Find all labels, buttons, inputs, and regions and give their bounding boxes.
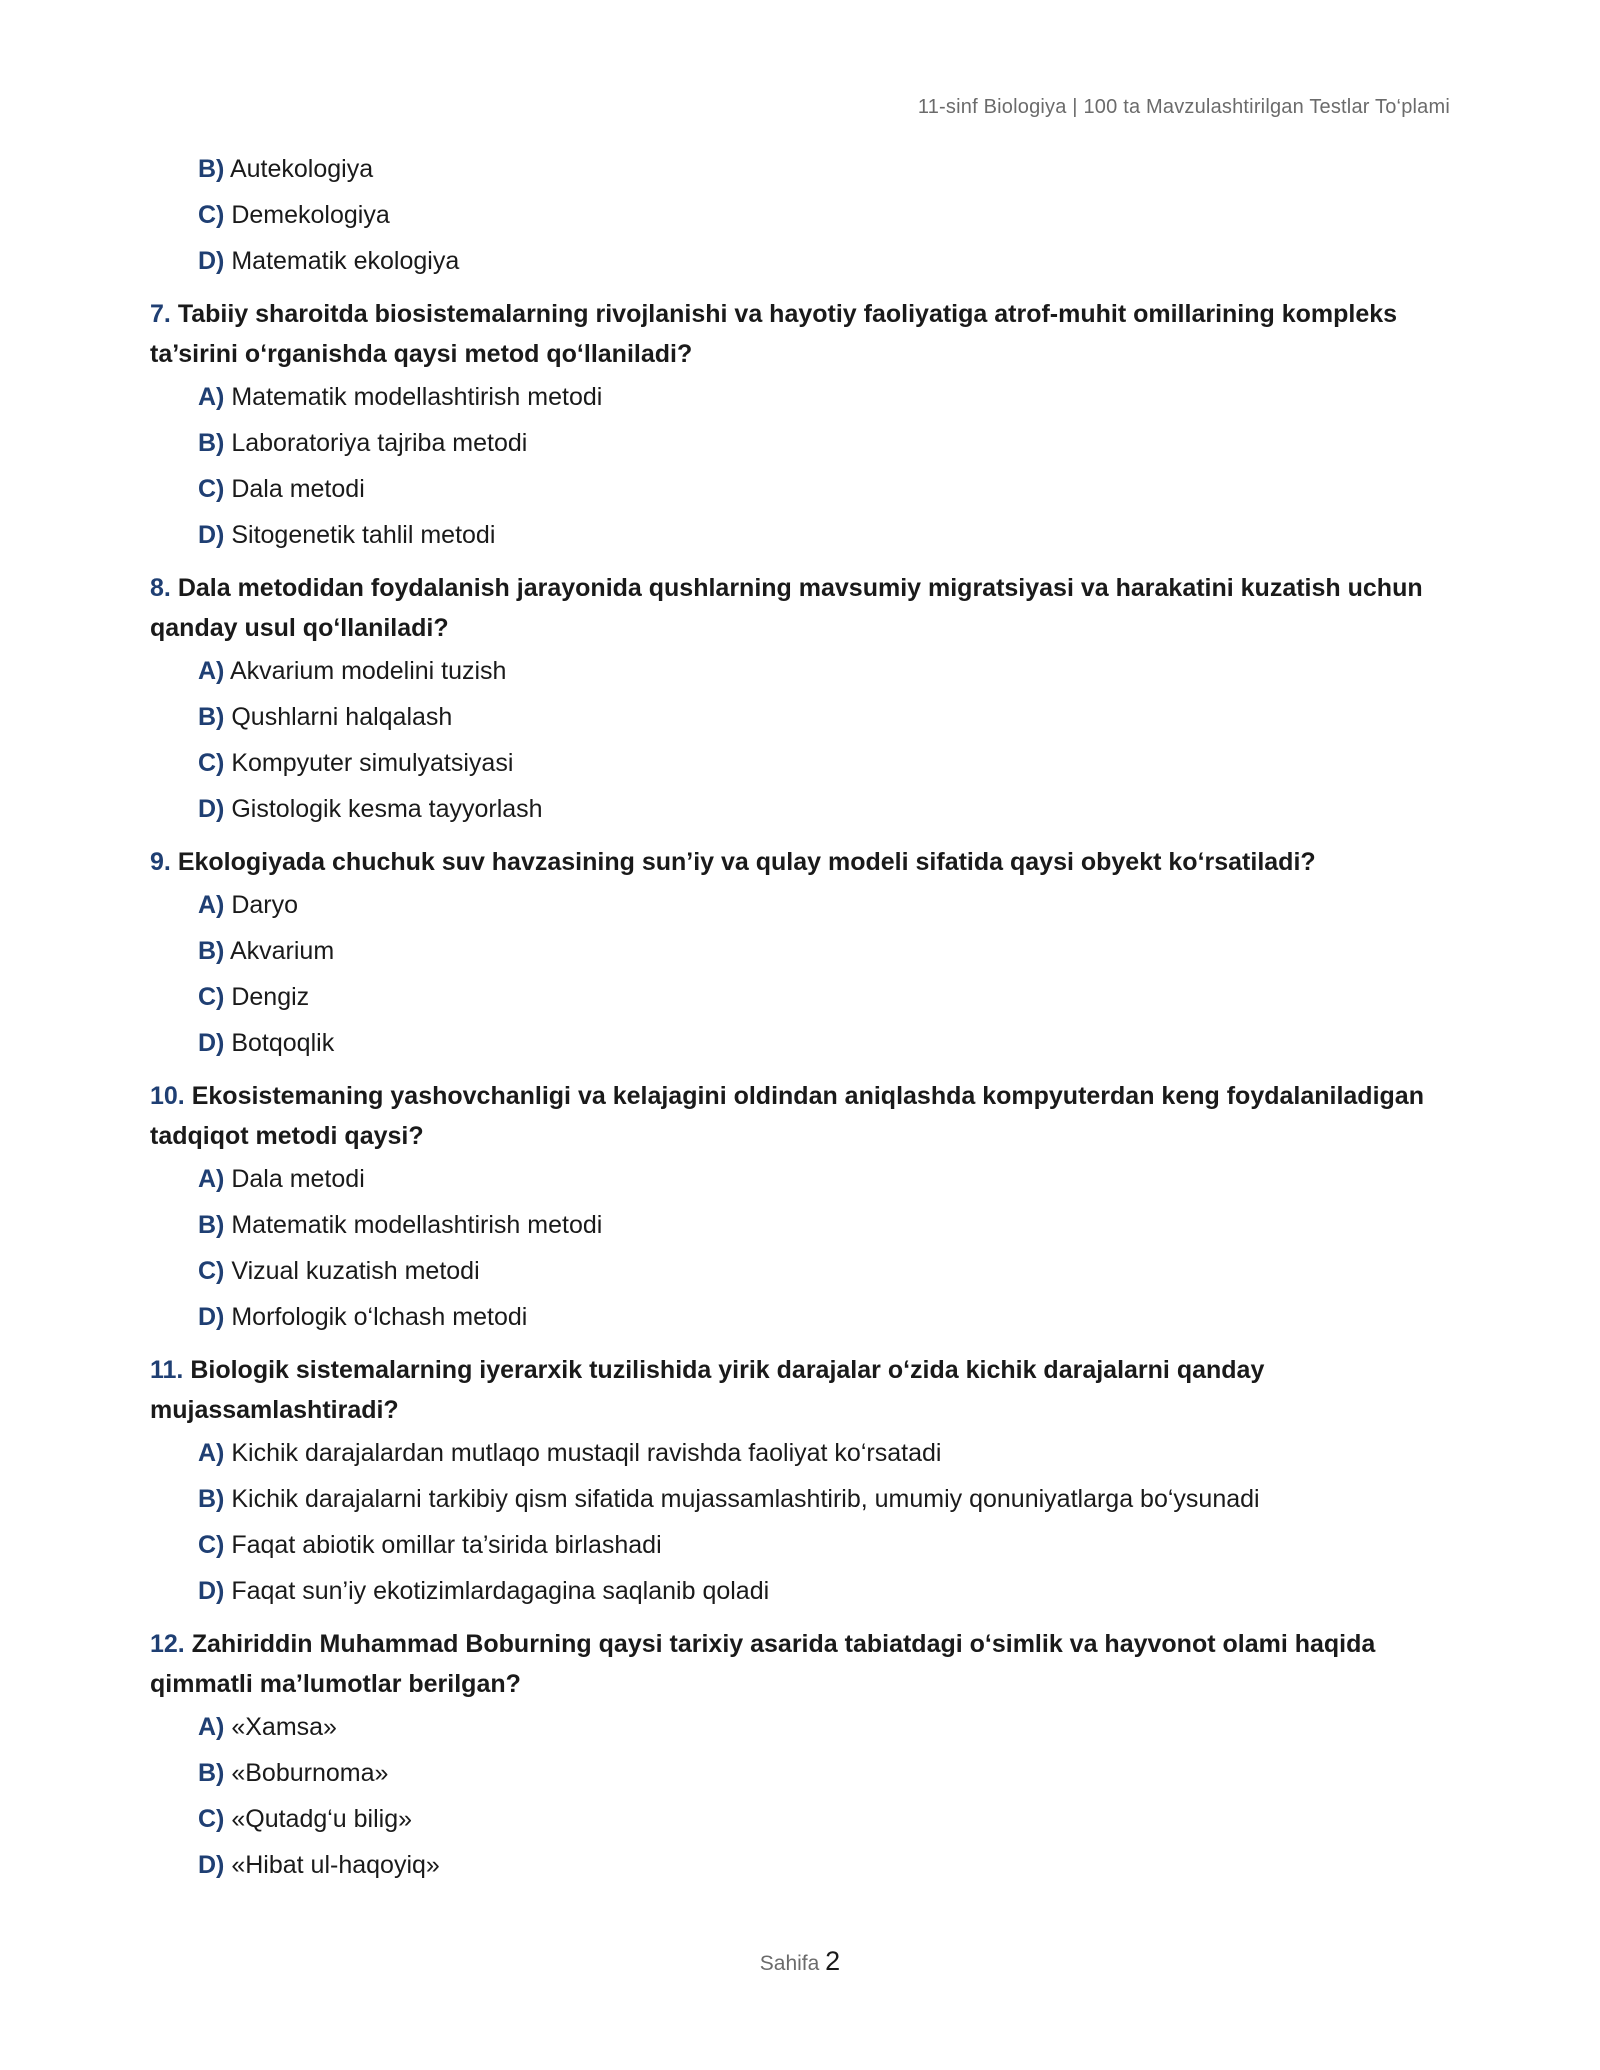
option-text: Akvarium modelini tuzish [229,657,507,685]
option-b [150,1750,1450,1796]
option-d [150,238,1450,284]
option-text: Dengiz [231,983,310,1011]
option-text: Matematik ekologiya [231,247,460,275]
option-b [150,1476,1450,1522]
option-text: Akvarium [229,937,335,965]
option-letter: A) [198,1713,225,1741]
option-c [150,974,1450,1020]
option-text: Morfologik o‘lchash metodi [231,1303,528,1331]
question-text [150,1350,1450,1430]
question-number: 9. [150,848,171,876]
question-prompt: Biologik sistemalarning iyerarxik tuzilishida yirik darajalar o‘zida kichik darajalarni qanday mujassamlashtiradi? [150,1356,1265,1424]
option-list [150,1430,1450,1614]
option-letter: C) [198,201,225,229]
question-text [150,842,1450,882]
option-text: Matematik modellashtirish metodi [231,1211,603,1239]
question-number: 8. [150,574,171,602]
option-text: Faqat sun’iy ekotizimlardagagina saqlanib qoladi [231,1577,770,1605]
option-text: Kompyuter simulyatsiyasi [231,749,514,777]
option-d [150,1568,1450,1614]
option-b [150,1202,1450,1248]
question-number: 11. [150,1356,184,1384]
option-letter: D) [198,1851,225,1879]
question-number: 12. [150,1630,185,1658]
option-text: «Xamsa» [231,1713,337,1741]
option-letter: C) [198,1531,225,1559]
option-a [150,882,1450,928]
page-content [150,146,1450,1898]
option-a [150,1704,1450,1750]
option-letter: A) [198,1439,225,1467]
option-text: Demekologiya [231,201,390,229]
question-number: 7. [150,300,171,328]
page-number: 2 [825,1946,841,1976]
option-c [150,192,1450,238]
option-text: Vizual kuzatish metodi [231,1257,480,1285]
option-letter: D) [198,1577,225,1605]
option-letter: A) [198,1165,225,1193]
option-b [150,146,1450,192]
option-letter: A) [198,891,225,919]
question-continued [150,146,1450,284]
question-prompt: Dala metodidan foydalanish jarayonida qushlarning mavsumiy migratsiyasi va harakatini kuzatish uchun qanday usul qo‘llaniladi? [150,574,1423,642]
question-11 [150,1350,1450,1614]
option-letter: D) [198,521,225,549]
page-header: 11-sinf Biologiya | 100 ta Mavzulashtirilgan Testlar To‘plami [917,96,1450,118]
option-text: Gistologik kesma tayyorlash [231,795,543,823]
question-7 [150,294,1450,558]
option-letter: C) [198,983,225,1011]
option-text: Autekologiya [229,155,374,183]
option-text: Kichik darajalardan mutlaqo mustaqil ravishda faoliyat ko‘rsatadi [231,1439,942,1467]
question-9 [150,842,1450,1066]
option-text: Qushlarni halqalash [231,703,453,731]
option-text: «Hibat ul-haqoyiq» [231,1851,440,1879]
option-letter: B) [198,429,225,457]
question-12 [150,1624,1450,1888]
option-letter: B) [198,937,225,965]
option-text: Matematik modellashtirish metodi [231,383,603,411]
option-a [150,648,1450,694]
option-letter: B) [198,1759,225,1787]
option-d [150,1294,1450,1340]
option-d [150,512,1450,558]
option-letter: B) [198,1211,225,1239]
option-letter: C) [198,1257,225,1285]
option-list [150,1156,1450,1340]
option-letter: C) [198,1805,225,1833]
option-letter: B) [198,1485,225,1513]
question-prompt: Ekosistemaning yashovchanligi va kelajagini oldindan aniqlashda kompyuterdan keng foydalaniladigan tadqiqot metodi qaysi? [150,1082,1424,1150]
option-text: Dala metodi [231,475,365,503]
option-letter: D) [198,1029,225,1057]
question-8 [150,568,1450,832]
question-prompt: Zahiriddin Muhammad Boburning qaysi tarixiy asarida tabiatdagi o‘simlik va hayvonot olami haqida qimmatli ma’lumotlar berilgan? [150,1630,1376,1698]
question-text [150,294,1450,374]
option-letter: D) [198,1303,225,1331]
option-list [150,882,1450,1066]
option-text: Kichik darajalarni tarkibiy qism sifatida mujassamlashtirib, umumiy qonuniyatlarga bo‘ysunadi [231,1485,1260,1513]
option-b [150,928,1450,974]
option-text: Laboratoriya tajriba metodi [231,429,528,457]
question-prompt: Tabiiy sharoitda biosistemalarning rivojlanishi va hayotiy faoliyatiga atrof-muhit omillarining kompleks ta’sirini o‘rganishda qaysi metod qo‘llaniladi? [150,300,1398,368]
option-c [150,1796,1450,1842]
option-list [150,146,1450,284]
option-c [150,1522,1450,1568]
option-letter: D) [198,795,225,823]
option-letter: D) [198,247,225,275]
option-a [150,374,1450,420]
question-number: 10. [150,1082,185,1110]
option-letter: B) [198,703,225,731]
option-d [150,1842,1450,1888]
option-c [150,466,1450,512]
option-text: Botqoqlik [231,1029,335,1057]
question-text [150,1076,1450,1156]
option-d [150,786,1450,832]
option-c [150,1248,1450,1294]
option-a [150,1156,1450,1202]
option-list [150,648,1450,832]
option-a [150,1430,1450,1476]
option-letter: C) [198,749,225,777]
option-text: «Qutadg‘u bilig» [231,1805,413,1833]
option-letter: C) [198,475,225,503]
option-b [150,694,1450,740]
option-d [150,1020,1450,1066]
option-text: Daryo [231,891,299,919]
option-text: «Boburnoma» [231,1759,389,1787]
option-list [150,1704,1450,1888]
option-text: Sitogenetik tahlil metodi [231,521,496,549]
question-text [150,1624,1450,1704]
question-prompt: Ekologiyada chuchuk suv havzasining sun’iy va qulay modeli sifatida qaysi obyekt ko‘rsatiladi? [177,848,1316,876]
option-letter: B) [198,155,225,183]
page-footer [0,1946,1600,1977]
option-b [150,420,1450,466]
option-text: Faqat abiotik omillar ta’sirida birlashadi [231,1531,662,1559]
option-letter: A) [198,657,225,685]
question-10 [150,1076,1450,1340]
option-c [150,740,1450,786]
question-text [150,568,1450,648]
option-list [150,374,1450,558]
page-label: Sahifa [759,1952,820,1975]
option-letter: A) [198,383,225,411]
option-text: Dala metodi [231,1165,365,1193]
